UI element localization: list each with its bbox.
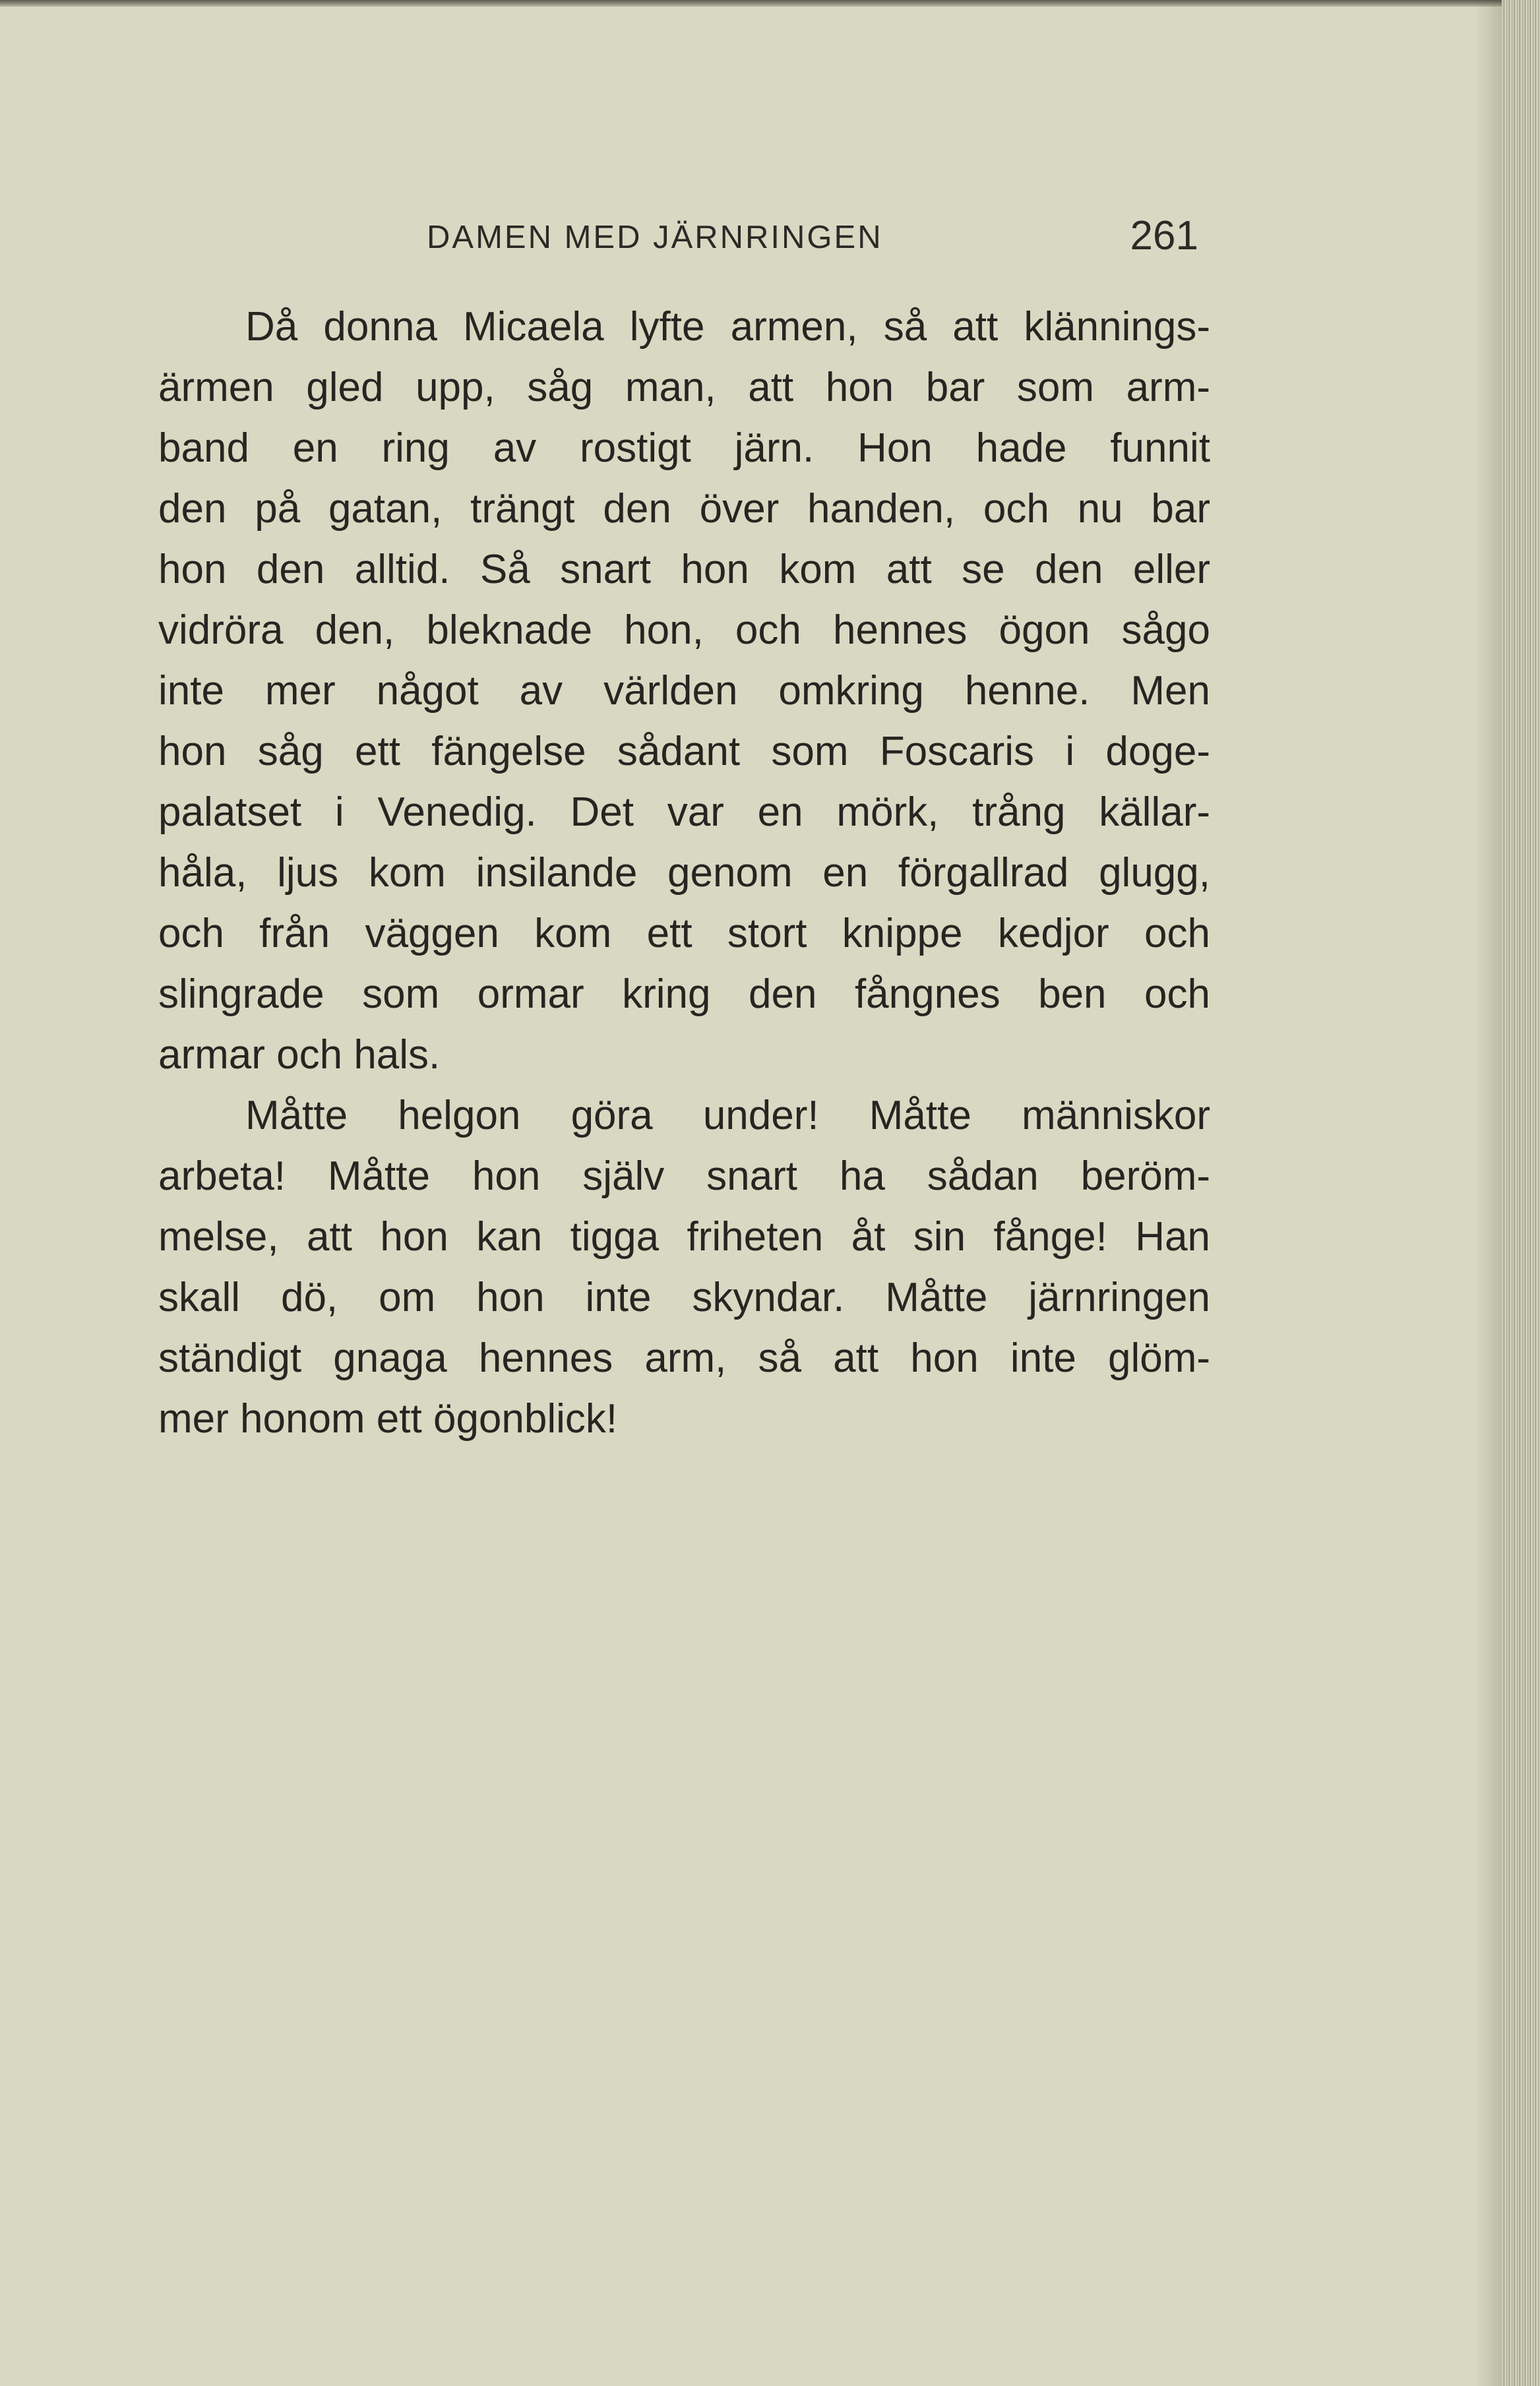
text-line: hon den alltid. Så snart hon kom att se den eller bbox=[158, 547, 1210, 592]
text-line: håla, ljus kom insilande genom en förgallrad glugg, bbox=[158, 850, 1210, 896]
text-line: band en ring av rostigt järn. Hon hade funnit bbox=[158, 425, 1210, 471]
text-line: armar och hals. bbox=[158, 1032, 441, 1078]
text-line: ärmen gled upp, såg man, att hon bar som arm- bbox=[158, 365, 1210, 410]
text-line: melse, att hon kan tigga friheten åt sin fånge! Han bbox=[158, 1214, 1210, 1260]
page-number: 261 bbox=[1130, 213, 1198, 259]
running-title: DAMEN MED JÄRNRINGEN bbox=[427, 220, 883, 255]
page-gutter-shadow bbox=[1475, 0, 1502, 2386]
text-line: vidröra den, bleknade hon, och hennes ögon sågo bbox=[158, 607, 1210, 653]
text-line: och från väggen kom ett stort knippe kedjor och bbox=[158, 911, 1210, 956]
body-text bbox=[158, 297, 1210, 1450]
text-line: hon såg ett fängelse sådant som Foscaris i doge- bbox=[158, 729, 1210, 774]
page-edges bbox=[1502, 0, 1540, 2386]
text-line: Då donna Micaela lyfte armen, så att klännings- bbox=[245, 304, 1210, 350]
paragraph-2 bbox=[158, 1086, 1210, 1450]
text-line: inte mer något av världen omkring henne. Men bbox=[158, 668, 1210, 714]
text-line: palatset i Venedig. Det var en mörk, trång källar- bbox=[158, 789, 1210, 835]
text-line: mer honom ett ögonblick! bbox=[158, 1396, 618, 1442]
text-line: arbeta! Måtte hon själv snart ha sådan beröm- bbox=[158, 1153, 1210, 1199]
text-line: skall dö, om hon inte skyndar. Måtte järnringen bbox=[158, 1275, 1210, 1320]
running-head bbox=[427, 212, 1198, 265]
page-top-edge bbox=[0, 0, 1540, 7]
text-line: Måtte helgon göra under! Måtte människor bbox=[245, 1093, 1210, 1138]
text-line: ständigt gnaga hennes arm, så att hon inte glöm- bbox=[158, 1335, 1210, 1381]
paragraph-1 bbox=[158, 297, 1210, 1086]
text-line: slingrade som ormar kring den fångnes ben och bbox=[158, 971, 1210, 1017]
text-line: den på gatan, trängt den över handen, och nu bar bbox=[158, 486, 1210, 532]
